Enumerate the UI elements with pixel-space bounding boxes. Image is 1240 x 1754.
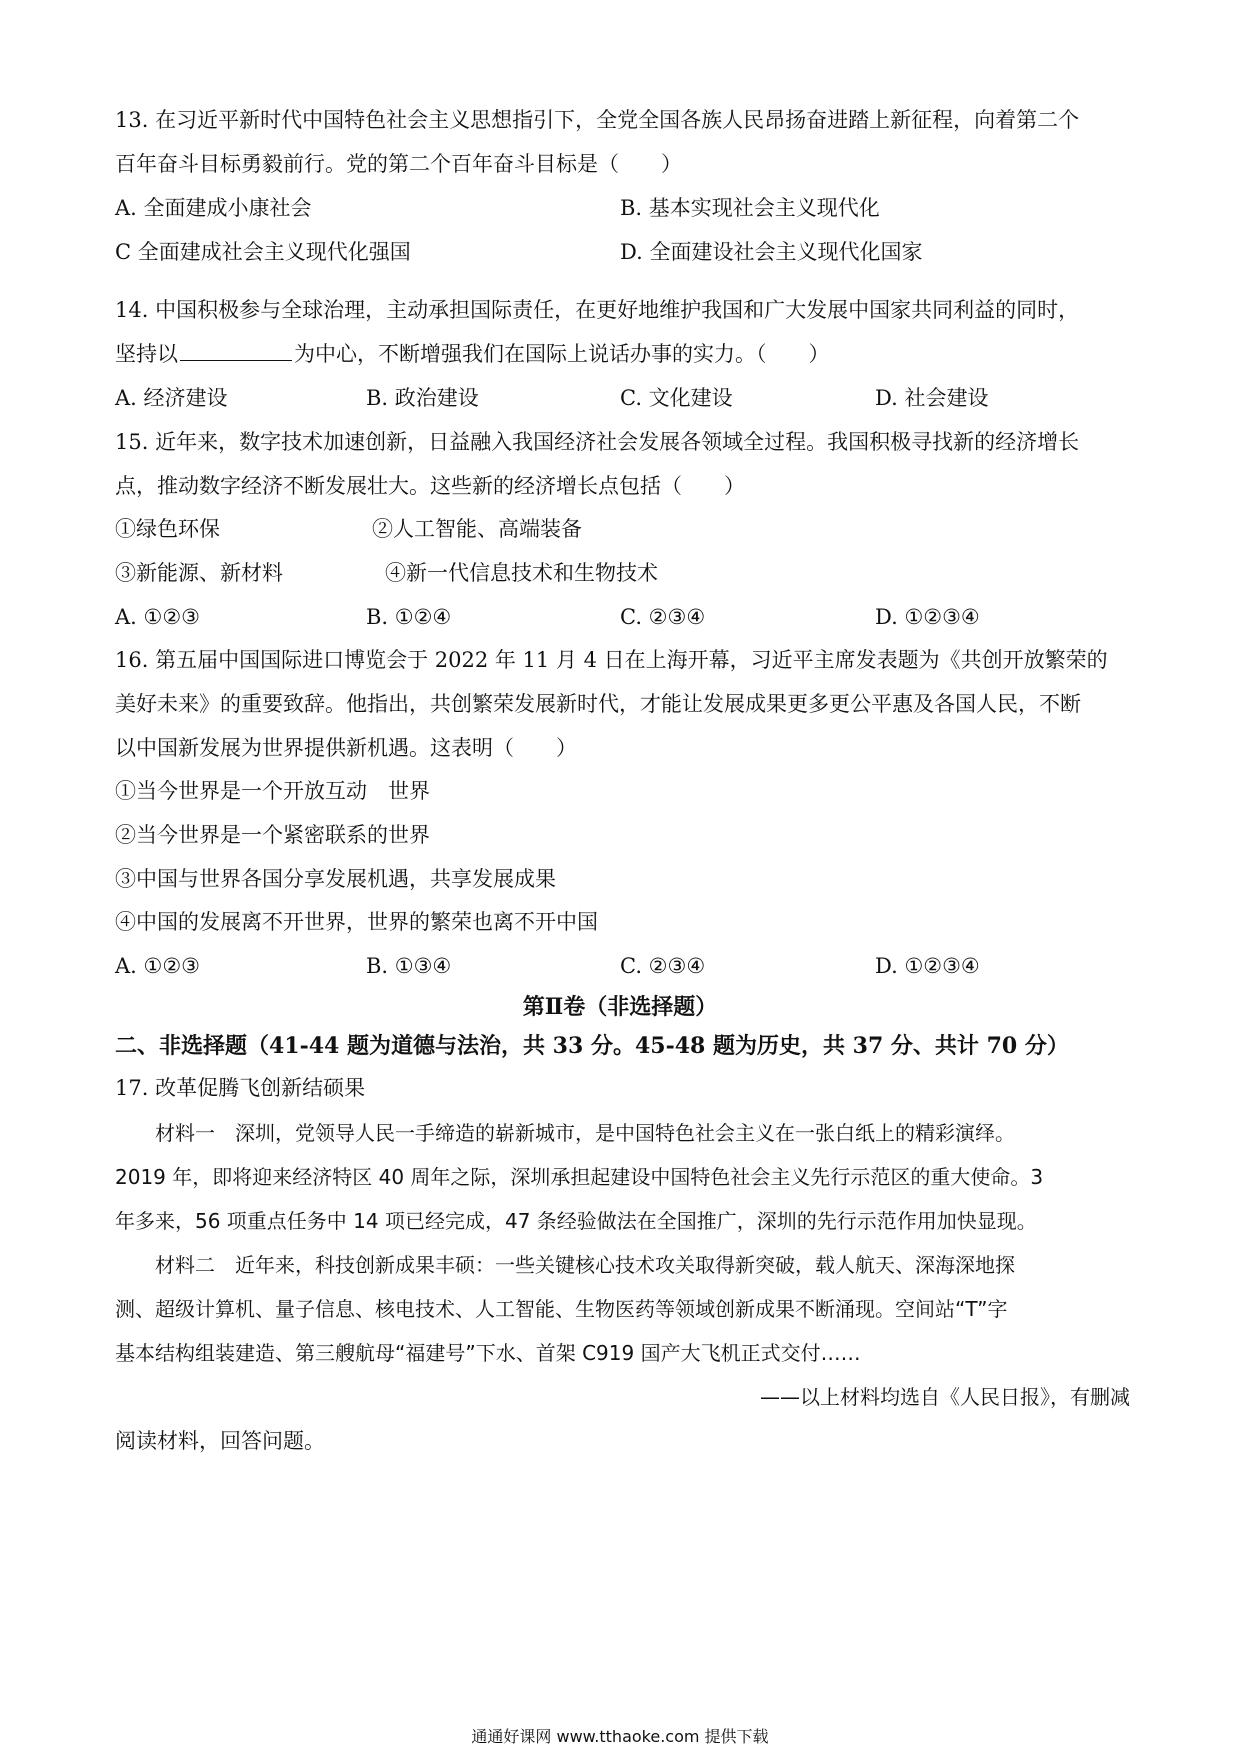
q16-item-2: ②当今世界是一个紧密联系的世界 — [115, 823, 430, 847]
q17-source-note: ——以上材料均选自《人民日报》，有删减 — [760, 1385, 1130, 1409]
q13-option-c: C 全面建成社会主义现代化强国 — [115, 240, 411, 264]
q15-stem-line2: 点，推动数字经济不断发展壮大。这些新的经济增长点包括（ ） — [115, 474, 745, 498]
q16-stem-line3: 以中国新发展为世界提供新机遇。这表明（ ） — [115, 736, 577, 760]
q15-stem-line1: 15. 近年来，数字技术加速创新，日益融入我国经济社会发展各领域全过程。我国积极寻找新的经济增长 — [115, 430, 1080, 454]
q16-stem-line2: 美好未来》的重要致辞。他指出，共创繁荣发展新时代，才能让发展成果更多更公平惠及各国人民，不断 — [115, 692, 1081, 716]
q16-option-d: D. ①②③④ — [875, 954, 980, 978]
q15-option-a: A. ①②③ — [115, 605, 200, 629]
q16-item-4: ④中国的发展离不开世界，世界的繁荣也离不开中国 — [115, 910, 598, 934]
q17-material1-line2: 2019 年，即将迎来经济特区 40 周年之际，深圳承担起建设中国特色社会主义先行示范区的重大使命。3 — [115, 1165, 1044, 1189]
q14-stem-after: 为中心，不断增强我们在国际上说话办事的实力。（ ） — [294, 342, 830, 366]
q15-item-4: ④新一代信息技术和生物技术 — [385, 561, 658, 585]
q14-stem-line1: 14. 中国积极参与全球治理，主动承担国际责任，在更好地维护我国和广大发展中国家共同利益的同时， — [115, 298, 1080, 322]
page-footer: 通通好课网 www.tthaoke.com 提供下载 — [471, 1727, 769, 1746]
q13-option-b: B. 基本实现社会主义现代化 — [620, 196, 880, 220]
q16-stem-line1: 16. 第五届中国国际进口博览会于 2022 年 11 月 4 日在上海开幕，习近平主席发表题为《共创开放繁荣的 — [115, 648, 1108, 672]
q16-option-b: B. ①③④ — [366, 954, 452, 978]
q14-stem-line2 — [115, 340, 1135, 368]
q13-stem-line2: 百年奋斗目标勇毅前行。党的第二个百年奋斗目标是（ ） — [115, 152, 682, 176]
q17-title: 17. 改革促腾飞创新结硕果 — [115, 1076, 366, 1100]
q14-answer-blank — [180, 340, 292, 361]
section2-heading: 二、非选择题（41-44 题为道德与法治，共 33 分。45-48 题为历史，共 37 分、共计 70 分） — [115, 1033, 1069, 1059]
q13-stem-line1: 13. 在习近平新时代中国特色社会主义思想指引下，全党全国各族人民昂扬奋进踏上新征程，向着第二个 — [115, 108, 1080, 132]
q15-item-1: ①绿色环保 — [115, 517, 220, 541]
q16-item-3: ③中国与世界各国分享发展机遇，共享发展成果 — [115, 867, 556, 891]
q15-item-2: ②人工智能、高端装备 — [372, 517, 582, 541]
q17-material1-line1: 材料一 深圳，党领导人民一手缔造的崭新城市，是中国特色社会主义在一张白纸上的精彩演绎。 — [155, 1121, 1015, 1145]
q17-material2-line1: 材料二 近年来，科技创新成果丰硕：一些关键核心技术攻关取得新突破，载人航天、深海深地探 — [155, 1253, 1015, 1277]
q14-option-d: D. 社会建设 — [875, 386, 989, 410]
q17-material2-line2: 测、超级计算机、量子信息、核电技术、人工智能、生物医药等领域创新成果不断涌现。空间站“T”字 — [115, 1297, 1008, 1321]
q17-material2-line3: 基本结构组装建造、第三艘航母“福建号”下水、首架 C919 国产大飞机正式交付…… — [115, 1341, 861, 1365]
q14-option-c: C. 文化建设 — [620, 386, 733, 410]
q15-option-b: B. ①②④ — [366, 605, 452, 629]
q16-option-a: A. ①②③ — [115, 954, 200, 978]
q15-option-d: D. ①②③④ — [875, 605, 980, 629]
q14-option-a: A. 经济建设 — [115, 386, 228, 410]
q13-option-d: D. 全面建设社会主义现代化国家 — [620, 240, 923, 264]
q14-stem-before: 坚持以 — [115, 342, 178, 366]
q13-option-a: A. 全面建成小康社会 — [115, 196, 312, 220]
q16-option-c: C. ②③④ — [620, 954, 706, 978]
part2-title: 第Ⅱ卷（非选择题） — [522, 994, 718, 1020]
q17-material1-line3: 年多来，56 项重点任务中 14 项已经完成，47 条经验做法在全国推广，深圳的先行示范作用加快显现。 — [115, 1209, 1037, 1233]
q15-option-c: C. ②③④ — [620, 605, 706, 629]
q15-item-3: ③新能源、新材料 — [115, 561, 283, 585]
q17-prompt: 阅读材料，回答问题。 — [115, 1429, 325, 1453]
q16-item-1: ①当今世界是一个开放互动 世界 — [115, 779, 430, 803]
q14-option-b: B. 政治建设 — [366, 386, 479, 410]
